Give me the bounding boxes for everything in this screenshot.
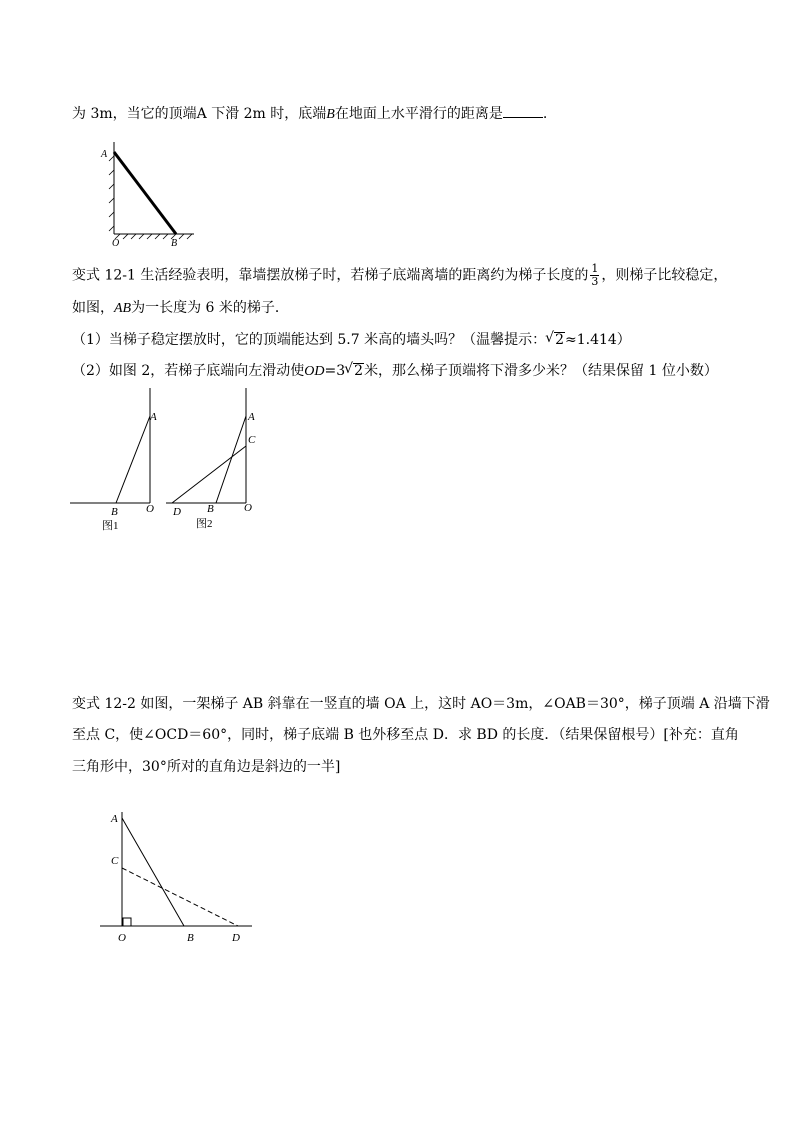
fig3-label-d: D <box>232 932 240 944</box>
fig3-label-a: A <box>111 813 118 825</box>
question-2-text-b: =3 <box>324 363 346 379</box>
fig2-1-label-a: A <box>150 411 157 423</box>
fraction-denominator: 3 <box>591 275 599 288</box>
problem-3-line-3: 三角形中，30°所对的直角边是斜边的一半] <box>72 759 341 775</box>
problem-3-line-1: 变式 12-2 如图，一架梯子 AB 斜靠在一竖直的墙 OA 上，这时 AO＝3m，∠OAB＝30°，梯子顶端 A 沿墙下滑 <box>72 696 770 712</box>
fig2-2-label-a: A <box>248 411 255 423</box>
problem-2-text-d: 为一长度为 6 米的梯子． <box>131 300 289 316</box>
ladder-figure-2 <box>66 388 276 533</box>
right-angle-mark <box>123 918 131 926</box>
fraction-one-third <box>590 263 599 288</box>
question-1-text-a: （1）当梯子稳定摆放时，它的顶端能达到 5.7 米高的墙头吗？（温馨提示： <box>72 332 547 348</box>
problem-2-text-b: ，则梯子比较稳定， <box>601 267 728 284</box>
sqrt-two: √ 2 <box>554 332 565 347</box>
problem-2-text-c: 如图， <box>72 300 114 316</box>
fig2-2-label-c: C <box>248 434 256 446</box>
label-b: B <box>171 238 178 249</box>
fig3-label-c: C <box>111 855 119 867</box>
problem-1-text <box>72 103 547 125</box>
question-2-text-a: （2）如图 2，若梯子底端向左滑动使 <box>72 363 305 379</box>
ladder-figure-1 <box>98 138 208 250</box>
segment-ab: AB <box>114 301 132 316</box>
problem-1-text-c: 在地面上水平滑行的距离是 <box>334 106 503 122</box>
problem-2-text-a: 变式 12-1 生活经验表明，靠墙摆放梯子时，若梯子底端离墙的距离约为梯子长度的 <box>72 267 589 284</box>
sqrt-two-2: √ 2 <box>353 363 364 378</box>
segment-od: OD <box>304 364 325 379</box>
fig3-label-o: O <box>118 932 126 944</box>
answer-blank <box>503 103 543 118</box>
fig2-1-label-b: B <box>111 506 118 518</box>
fig2-1-label-o: O <box>146 503 154 515</box>
fig2-2-label-d: D <box>173 506 181 518</box>
fig2-caption-2: 图2 <box>196 518 213 530</box>
fig2-2-label-o: O <box>244 502 252 514</box>
problem-3-line-2: 至点 C，使∠OCD＝60°，同时，梯子底端 B 也外移至点 D．求 BD 的长度．（结果保留根号）[补充：直角 <box>72 727 739 743</box>
label-o: O <box>112 238 120 249</box>
problem-1-point-b: B <box>326 107 335 122</box>
ladder-figure-3 <box>96 800 261 945</box>
label-a: A <box>101 149 108 160</box>
question-1-text-b: ≈1.414） <box>565 332 631 348</box>
question-2 <box>72 361 718 382</box>
question-2-text-c: 米，那么梯子顶端将下滑多少米？（结果保留 1 位小数） <box>364 363 718 379</box>
problem-2-line-1 <box>72 263 727 288</box>
problem-1-text-a: 为 3m，当它的顶端A 下滑 2m 时，底端 <box>72 106 327 122</box>
fig2-caption-1: 图1 <box>102 520 119 532</box>
problem-1-period: . <box>542 106 548 122</box>
question-1 <box>72 330 631 350</box>
problem-2-line-2 <box>72 298 289 319</box>
fig2-2-label-b: B <box>207 503 214 515</box>
fig3-label-b: B <box>187 932 194 944</box>
fraction-numerator: 1 <box>591 262 599 275</box>
